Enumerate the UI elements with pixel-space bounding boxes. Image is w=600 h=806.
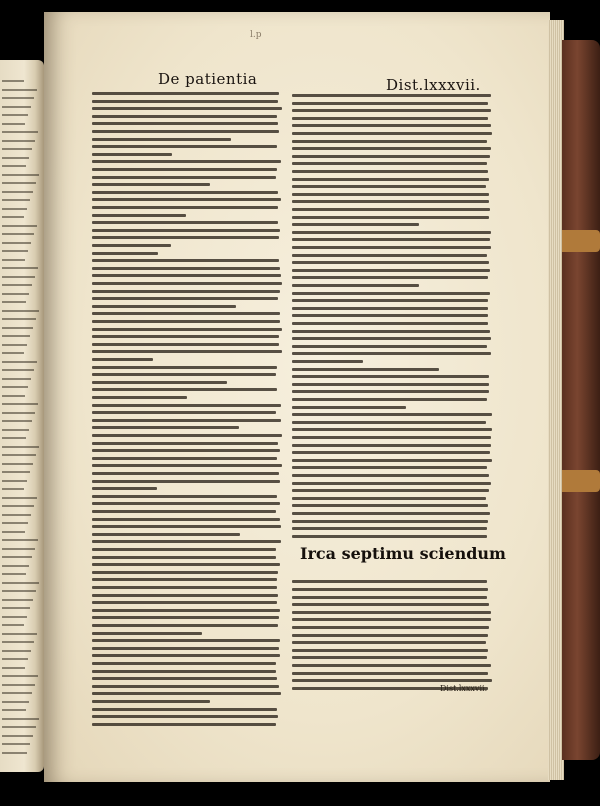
text-line [92,495,277,498]
text-line [92,191,278,194]
text-line [2,318,36,320]
text-line [292,102,488,105]
text-line [92,442,278,445]
text-line [292,292,490,295]
text-line [2,539,38,541]
text-line [92,480,280,483]
text-line [2,89,37,91]
text-line [292,474,489,477]
text-line [2,556,32,558]
text-line [292,489,489,492]
text-line [2,709,26,711]
text-line [2,726,36,728]
text-line [292,649,488,652]
text-line [292,162,487,165]
text-line [92,366,277,369]
text-line [92,396,187,399]
text-line [92,168,277,171]
text-line [92,578,277,581]
text-line [2,386,28,388]
text-line [2,165,26,167]
text-line [292,641,486,644]
text-line [2,454,36,456]
text-line [92,176,276,179]
text-line [92,662,276,665]
text-line [2,123,25,125]
text-line [92,290,280,293]
text-line [92,518,280,521]
text-line [2,599,33,601]
text-line [2,276,35,278]
text-line [2,531,25,533]
text-line [92,358,153,361]
text-line [92,252,158,255]
text-line [292,466,487,469]
text-line [292,390,489,393]
text-line [292,200,489,203]
text-line [2,403,38,405]
text-line [92,715,278,718]
text-line [2,327,33,329]
text-line [2,395,25,397]
text-line [2,233,34,235]
text-line [92,434,282,437]
text-line [92,548,276,551]
text-line [92,115,277,118]
text-line [292,436,491,439]
text-line [92,472,279,475]
text-line [2,522,28,524]
text-line [92,122,278,125]
text-line [2,582,39,584]
text-line [292,299,488,302]
text-line [92,274,281,277]
text-line [2,752,27,754]
text-line [2,80,24,82]
text-line [2,735,33,737]
text-line [292,482,491,485]
text-line [292,208,490,211]
text-line [92,153,172,156]
text-line [292,223,419,226]
text-line [292,94,491,97]
text-line [292,352,491,355]
text-line [2,505,34,507]
text-line [292,109,491,112]
text-line [92,563,280,566]
text-line [292,337,491,340]
text-line [2,514,31,516]
text-line [92,183,210,186]
text-line [2,488,24,490]
text-line [292,656,487,659]
text-line [292,580,487,583]
text-line [92,708,277,711]
book-binding [562,40,600,760]
text-line [92,624,278,627]
text-line [292,360,363,363]
text-line [92,206,278,209]
text-line [92,487,157,490]
text-line [292,618,491,621]
text-line [292,504,488,507]
text-line [2,590,36,592]
text-line [92,130,279,133]
text-line [92,533,240,536]
text-line [92,457,277,460]
text-line [292,246,491,249]
text-line [292,185,486,188]
text-line [92,601,277,604]
text-line [292,284,419,287]
text-line [2,607,30,609]
text-line [2,378,31,380]
text-line [92,654,280,657]
text-line [292,497,486,500]
text-column-left [92,92,282,732]
text-line [2,412,35,414]
text-line [2,369,34,371]
binding-strap [562,470,600,492]
text-line [292,170,488,173]
text-line [2,573,26,575]
text-line [92,639,280,642]
text-line [92,571,278,574]
text-line [92,92,279,95]
text-line [92,343,279,346]
text-line [2,97,34,99]
text-line [2,335,30,337]
text-line [92,525,281,528]
text-line [2,199,30,201]
text-line [292,459,492,462]
text-line [92,616,279,619]
text-line [2,633,37,635]
text-line [92,723,276,726]
text-line [292,611,491,614]
text-line [92,138,231,141]
text-line [2,242,31,244]
text-line [92,244,171,247]
text-line [2,497,37,499]
text-line [2,131,38,133]
text-line [92,198,281,201]
text-line [292,155,490,158]
text-line [2,361,37,363]
text-line [92,449,280,452]
text-line [92,312,280,315]
text-line [292,307,488,310]
text-line [2,225,37,227]
text-line [292,672,488,675]
text-line [292,520,488,523]
text-line [292,178,489,181]
text-line [92,335,279,338]
text-line [92,381,227,384]
text-line [292,238,490,241]
text-line [92,556,276,559]
text-line [92,419,281,422]
text-line [92,236,279,239]
text-line [2,420,32,422]
text-line [92,692,281,695]
text-line [92,373,276,376]
folio-mark: l.p [250,30,262,40]
text-line [92,594,278,597]
text-line [92,160,281,163]
text-line [292,276,488,279]
text-line [2,684,35,686]
text-line [92,259,279,262]
text-line [292,527,487,530]
text-line [2,208,27,210]
text-line [2,157,29,159]
text-line [2,182,36,184]
text-line [92,670,276,673]
text-line [92,229,280,232]
text-line [292,330,490,333]
text-line [2,293,29,295]
text-line [92,350,282,353]
text-line [92,388,277,391]
text-line [292,322,488,325]
text-line [292,413,492,416]
text-line [292,124,491,127]
text-line [92,100,278,103]
text-line [2,191,33,193]
column-end-mark: Dist.lxxxvii. [440,684,488,693]
text-line [92,145,277,148]
text-column-right [292,94,492,714]
text-line [292,444,491,447]
text-line [292,132,492,135]
text-line [292,216,489,219]
text-line [92,221,278,224]
text-line [292,603,489,606]
text-line [2,650,31,652]
text-line [292,261,489,264]
text-line [292,596,487,599]
text-line [292,368,439,371]
text-line [92,328,282,331]
text-line [2,701,29,703]
text-line [92,609,280,612]
text-line [92,305,236,308]
text-line [292,383,489,386]
text-line [2,641,34,643]
text-line [2,114,28,116]
text-line [2,259,25,261]
text-line [2,658,28,660]
text-line [292,345,487,348]
text-line [292,314,488,317]
section-heading: Irca septimu sciendum [300,544,506,563]
text-line [92,632,202,635]
text-line [2,692,32,694]
text-line [2,548,35,550]
text-line [2,429,29,431]
text-line [2,437,26,439]
text-line [292,147,491,150]
text-line [92,107,282,110]
text-line [92,685,279,688]
text-line [2,344,27,346]
text-line [292,664,491,667]
text-line [92,700,210,703]
text-line [92,426,239,429]
text-line [292,634,488,637]
text-line [292,428,492,431]
text-line [2,106,31,108]
text-line [92,677,277,680]
text-line [292,512,490,515]
text-line [92,282,282,285]
text-line [2,471,30,473]
text-line [92,502,280,505]
text-line [92,214,186,217]
text-line [92,586,277,589]
text-line [2,616,27,618]
text-line [2,565,29,567]
text-line [292,626,489,629]
text-line [2,446,39,448]
text-line [2,301,26,303]
text-line [2,174,39,176]
text-line [292,451,490,454]
text-line [92,411,276,414]
text-line [292,398,487,401]
text-line [92,464,282,467]
text-line [2,667,25,669]
text-line [2,250,28,252]
text-line [2,148,32,150]
text-line [2,352,24,354]
text-line [2,463,33,465]
running-head-left: De patientia [158,70,258,88]
text-line [2,310,39,312]
text-line [2,718,39,720]
text-line [292,679,492,682]
text-line [92,540,281,543]
text-line [2,267,38,269]
text-line [2,743,30,745]
text-line [292,421,486,424]
text-line [292,406,406,409]
text-line [2,284,32,286]
text-line [292,588,488,591]
binding-strap [562,230,600,252]
text-line [292,193,489,196]
running-head-right: Dist.lxxxvii. [386,76,481,94]
text-line [292,269,490,272]
text-line [2,216,24,218]
text-line [292,231,491,234]
text-line [292,140,487,143]
text-line [92,297,278,300]
text-line [292,117,488,120]
text-line [92,647,279,650]
facing-page-edge [0,60,44,772]
text-line [92,510,276,513]
text-line [292,535,487,538]
text-line [292,254,487,257]
text-line [92,404,281,407]
text-line [292,375,489,378]
text-line [92,320,280,323]
text-line [2,675,38,677]
text-line [2,624,24,626]
text-line [92,267,280,270]
text-line [2,480,27,482]
text-line [2,140,35,142]
